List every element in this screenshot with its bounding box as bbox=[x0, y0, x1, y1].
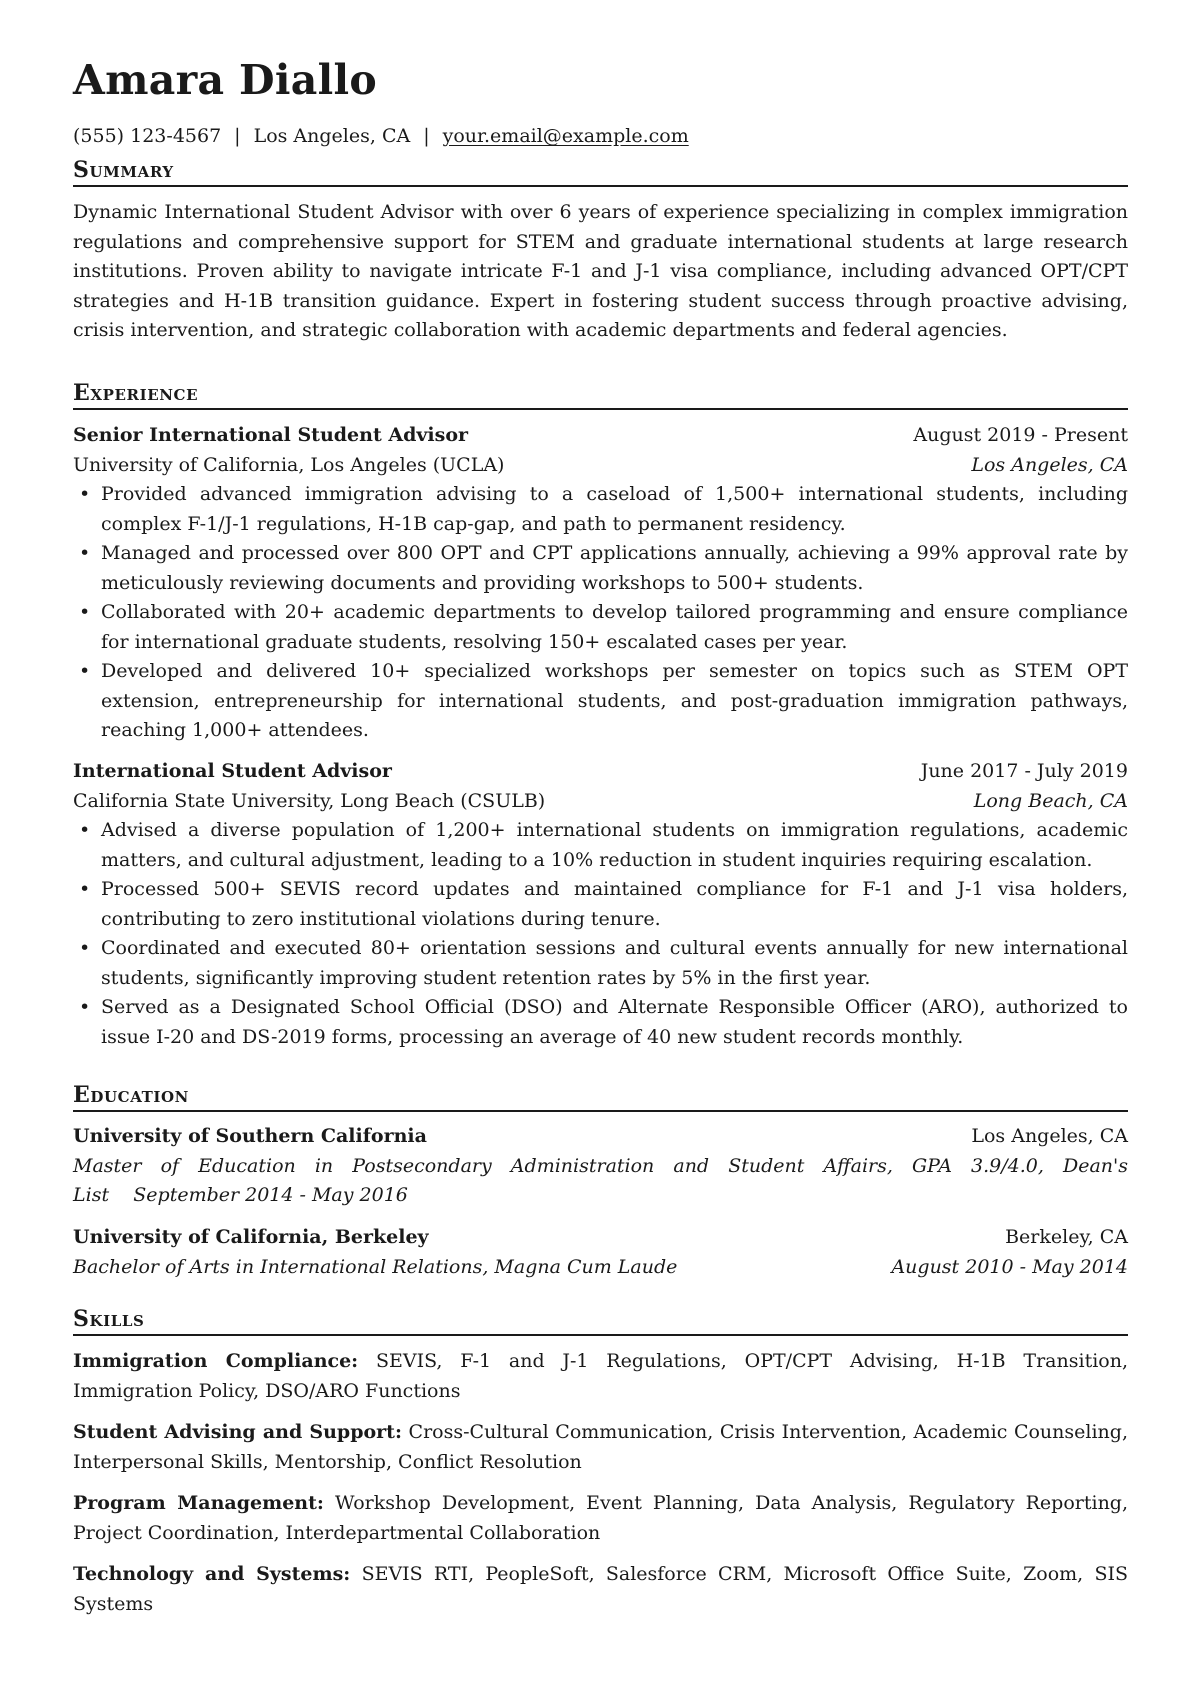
degree-text: Bachelor of Arts in International Relations, Magna Cum Laude bbox=[73, 1255, 678, 1278]
contact-separator: | bbox=[234, 125, 241, 147]
job-dates: June 2017 - July 2019 bbox=[920, 760, 1128, 782]
job-location: Los Angeles, CA bbox=[971, 453, 1128, 476]
skill-group bbox=[73, 1347, 1128, 1406]
bullet-item: • Coordinated and executed 80+ orientation sessions and cultural events annually for new international students, significantly improving student retention rates by 5% in the first year. bbox=[73, 934, 1128, 993]
bullet-item: • Served as a Designated School Official (DSO) and Alternate Responsible Officer (ARO), authorized to issue I-20 and DS-2019 forms, processing an average of 40 new student records monthly. bbox=[73, 993, 1128, 1052]
bullet-icon: • bbox=[79, 878, 91, 900]
skill-group bbox=[73, 1560, 1128, 1619]
school-location: Los Angeles, CA bbox=[971, 1125, 1128, 1147]
skill-items: SEVIS, F-1 and J-1 Regulations, OPT/CPT Advising, H-1B Transition, Immigration Policy, DSO/ARO Functions bbox=[73, 1350, 1128, 1402]
skill-label: Immigration Compliance: bbox=[73, 1350, 359, 1372]
skill-group bbox=[73, 1489, 1128, 1548]
bullet-item: • Processed 500+ SEVIS record updates and maintained compliance for F-1 and J-1 visa holders, contributing to zero institutional violations during tenure. bbox=[73, 875, 1128, 934]
degree-dates: September 2014 - May 2016 bbox=[133, 1184, 408, 1206]
job-dates: August 2019 - Present bbox=[913, 424, 1128, 446]
skill-label: Student Advising and Support: bbox=[73, 1421, 402, 1443]
section-title-summary: Summary bbox=[73, 157, 1128, 187]
phone-number: (555) 123-4567 bbox=[73, 125, 222, 147]
location: Los Angeles, CA bbox=[253, 125, 411, 147]
school-name: University of California, Berkeley bbox=[73, 1226, 429, 1248]
summary-section bbox=[73, 198, 1128, 346]
degree-line bbox=[73, 1152, 1128, 1211]
section-title-experience: Experience bbox=[73, 380, 1128, 410]
job-title: International Student Advisor bbox=[73, 760, 392, 782]
job-location: Long Beach, CA bbox=[973, 789, 1128, 812]
bullet-item: • Managed and processed over 800 OPT and CPT applications annually, achieving a 99% approval rate by meticulously reviewing documents and providing workshops to 500+ students. bbox=[73, 539, 1128, 598]
candidate-name: Amara Diallo bbox=[73, 56, 377, 104]
bullet-icon: • bbox=[79, 483, 91, 505]
bullet-item: • Developed and delivered 10+ specialized workshops per semester on topics such as STEM OPT extension, entrepreneurship for international students, and post-graduation immigration pathways, reaching 1,000+ attendees. bbox=[73, 657, 1128, 746]
job-organization: California State University, Long Beach (CSULB) bbox=[73, 789, 546, 812]
section-title-skills: Skills bbox=[73, 1306, 1128, 1336]
job-entry bbox=[73, 421, 1128, 746]
skill-label: Technology and Systems: bbox=[73, 1563, 351, 1585]
job-title: Senior International Student Advisor bbox=[73, 424, 469, 446]
summary-text: Dynamic International Student Advisor with over 6 years of experience specializing in complex immigration regulations and comprehensive support for STEM and graduate international students at large research institutions. Proven ability to navigate intricate F-1 and J-1 visa compliance, including advanced OPT/CPT strategies and H-1B transition guidance. Expert in fostering student success through proactive advising, crisis intervention, and strategic collaboration with academic departments and federal agencies. bbox=[73, 201, 1128, 341]
bullet-item: • Provided advanced immigration advising to a caseload of 1,500+ international students, including complex F-1/J-1 regulations, H-1B cap-gap, and path to permanent residency. bbox=[73, 480, 1128, 539]
school-name: University of Southern California bbox=[73, 1125, 427, 1147]
bullet-icon: • bbox=[79, 601, 91, 623]
bullet-icon: • bbox=[79, 937, 91, 959]
job-entry bbox=[73, 757, 1128, 1052]
school-location: Berkeley, CA bbox=[1005, 1226, 1128, 1248]
education-entry bbox=[73, 1122, 1128, 1211]
bullet-icon: • bbox=[79, 660, 91, 682]
skill-items: Workshop Development, Event Planning, Data Analysis, Regulatory Reporting, Project Coordination, Interdepartmental Collaboration bbox=[73, 1492, 1129, 1544]
bullet-item: • Advised a diverse population of 1,200+ international students on immigration regulations, academic matters, and cultural adjustment, leading to a 10% reduction in student inquiries requiring escalation. bbox=[73, 816, 1128, 875]
bullet-icon: • bbox=[79, 996, 91, 1018]
skill-label: Program Management: bbox=[73, 1492, 324, 1514]
skill-group bbox=[73, 1418, 1128, 1477]
job-bullets bbox=[73, 480, 1128, 746]
degree-dates: August 2010 - May 2014 bbox=[891, 1255, 1128, 1278]
contact-line bbox=[73, 124, 689, 148]
degree-text: Master of Education in Postsecondary Administration and Student Affairs, GPA 3.9/4.0, Dean's List bbox=[73, 1154, 1128, 1206]
bullet-icon: • bbox=[79, 819, 91, 841]
education-entry bbox=[73, 1223, 1128, 1282]
contact-separator: | bbox=[423, 125, 430, 147]
bullet-item: • Collaborated with 20+ academic departments to develop tailored programming and ensure compliance for international graduate students, resolving 150+ escalated cases per year. bbox=[73, 598, 1128, 657]
job-organization: University of California, Los Angeles (UCLA) bbox=[73, 453, 505, 476]
email-link[interactable]: your.email@example.com bbox=[442, 125, 689, 147]
section-title-education: Education bbox=[73, 1082, 1128, 1112]
job-bullets bbox=[73, 816, 1128, 1052]
skills-section bbox=[73, 1347, 1128, 1631]
skill-items: SEVIS RTI, PeopleSoft, Salesforce CRM, Microsoft Office Suite, Zoom, SIS Systems bbox=[73, 1563, 1128, 1615]
degree-line bbox=[73, 1253, 1128, 1283]
skill-items: Cross-Cultural Communication, Crisis Intervention, Academic Counseling, Interpersonal Skills, Mentorship, Conflict Resolution bbox=[73, 1421, 1128, 1473]
bullet-icon: • bbox=[79, 542, 91, 564]
